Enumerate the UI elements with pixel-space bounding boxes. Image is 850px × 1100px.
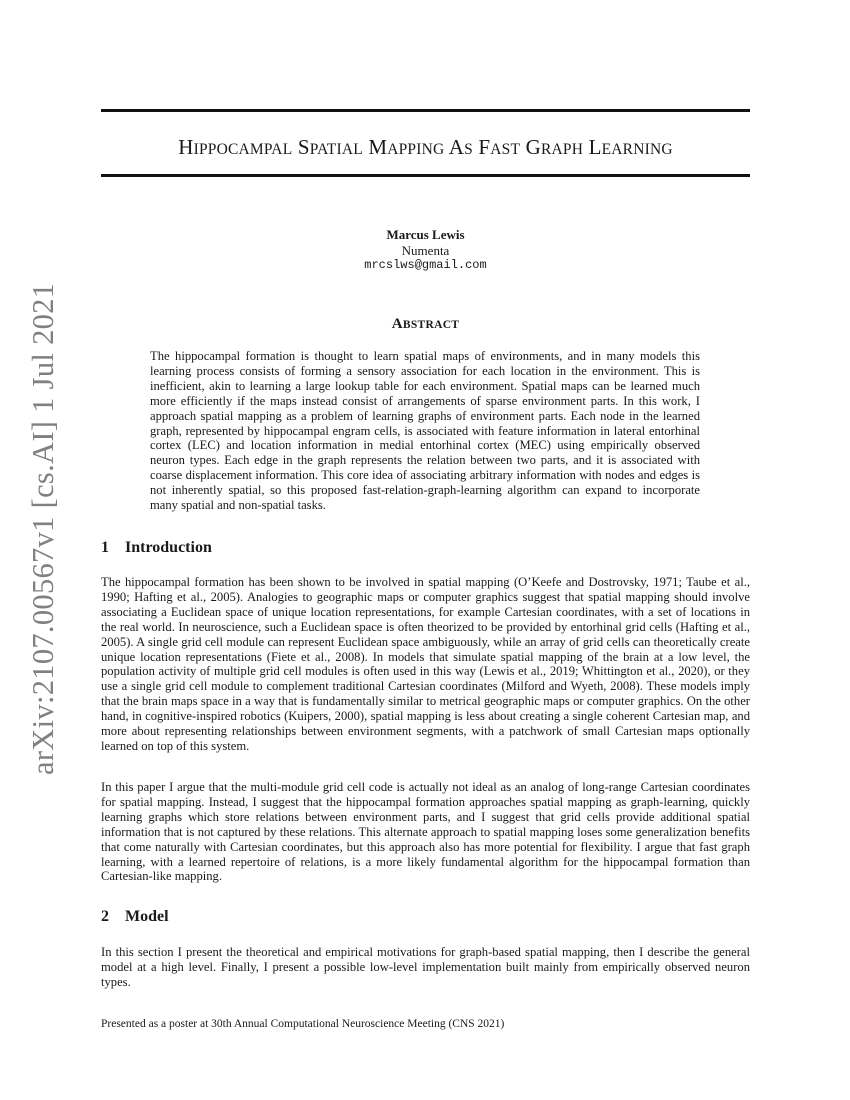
title-word: LEARNING <box>588 135 673 159</box>
section-number: 1 <box>101 539 109 556</box>
section-heading-model <box>101 908 169 926</box>
introduction-paragraph-1: The hippocampal formation has been shown to be involved in spatial mapping (O’Keefe and Dostrovsky, 1971; Taube et al., 1990; Hafting et al., 2005). Analogies to geographic maps or computer graphics suggest that spatial mapping should involve associating a Euclidean space of unique location representations, for example Cartesian coordinates, with a set of locations in the real world. In neuroscience, such a Euclidean space is often theorized to be provided by entorhinal grid cells (Hafting et al., 2005). A single grid cell module can represent Euclidean space ambiguously, while an array of grid cells can theoretically create unique location representations (Fiete et al., 2008). In models that simulate spatial mapping of the brain at a low level, the population activity of multiple grid cell modules is often used in this way (Lewis et al., 2019; Whittington et al., 2020), or they use a single grid cell module to complement traditional Cartesian coordinates (Milford and Wyeth, 2008). These models imply that the brain maps space in a way that is fundamentally similar to metrical geographic maps or computer graphics. On the other hand, in cognitive-inspired robotics (Kuipers, 2000), spatial mapping is less about creating a single coherent Cartesian map, and more about representing relationships between environment segments, with a patchwork of small Cartesian maps optionally learned on top of this system. <box>101 575 750 753</box>
author-name: Marcus Lewis <box>386 227 465 242</box>
model-paragraph-1: In this section I present the theoretical and empirical motivations for graph-based spatial mapping, then I describe the general model at a high level. Finally, I present a possible low-level implementation built mainly from empirically observed neuron types. <box>101 945 750 989</box>
section-title: Introduction <box>125 539 212 556</box>
paper-title <box>101 135 750 160</box>
title-rule-top <box>101 109 750 112</box>
section-number: 2 <box>101 908 109 925</box>
introduction-paragraph-2: In this paper I argue that the multi-module grid cell code is actually not ideal as an analog of long-range Cartesian coordinates for spatial mapping. Instead, I suggest that the hippocampal formation approaches spatial mapping as graph-learning, quickly learning graphs which store relations between environment parts, and I suggest that grid cells provide additional spatial information that is not captured by these relations. This alternate approach to spatial mapping loses some generalization benefits that come naturally with Cartesian coordinates, but this approach also has more potential for flexibility. I argue that fast graph learning, with a learned repertoire of relations, is a more likely fundamental algorithm for the hippocampal formation than Cartesian-like mapping. <box>101 780 750 884</box>
footnote: Presented as a poster at 30th Annual Computational Neuroscience Meeting (CNS 2021) <box>101 1018 505 1030</box>
author-email: mrcslws@gmail.com <box>364 258 487 272</box>
section-heading-introduction <box>101 539 212 557</box>
title-rule-bottom <box>101 174 750 177</box>
author-affiliation: Numenta <box>401 242 450 258</box>
title-word: FAST <box>478 135 521 159</box>
arxiv-identifier: arXiv:2107.00567v1 [cs.AI] 1 Jul 2021 <box>26 282 60 775</box>
title-word: AS <box>448 135 473 159</box>
title-word: MAPPING <box>368 135 445 159</box>
section-title: Model <box>125 908 169 925</box>
abstract-text: The hippocampal formation is thought to learn spatial maps of environments, and in many models this learning process consists of forming a sensory association for each location in the environment. This is inefficient, akin to learning a large lookup table for each environment. Spatial maps can be learned much more efficiently if the maps instead consist of arrangements of sparse environment parts. In this work, I approach spatial mapping as a problem of learning graphs of environment parts. Each node in the learned graph, represented by hippocampal engram cells, is associated with feature information in lateral entorhinal cortex (LEC) and location information in medial entorhinal cortex (MEC) using empirically observed neuron types. Each edge in the graph represents the relation between two parts, and it is associated with coarse displacement information. This core idea of associating arbitrary information with nodes and edges is not inherently spatial, so this proposed fast-relation-graph-learning algorithm can expand to incorporate many spatial and non-spatial tasks. <box>150 349 700 513</box>
abstract-heading: ABSTRACT <box>391 316 460 332</box>
author-block <box>101 227 750 274</box>
title-word: SPATIAL <box>297 135 363 159</box>
title-word: GRAPH <box>525 135 584 159</box>
title-word: HIPPOCAMPAL <box>178 135 293 159</box>
